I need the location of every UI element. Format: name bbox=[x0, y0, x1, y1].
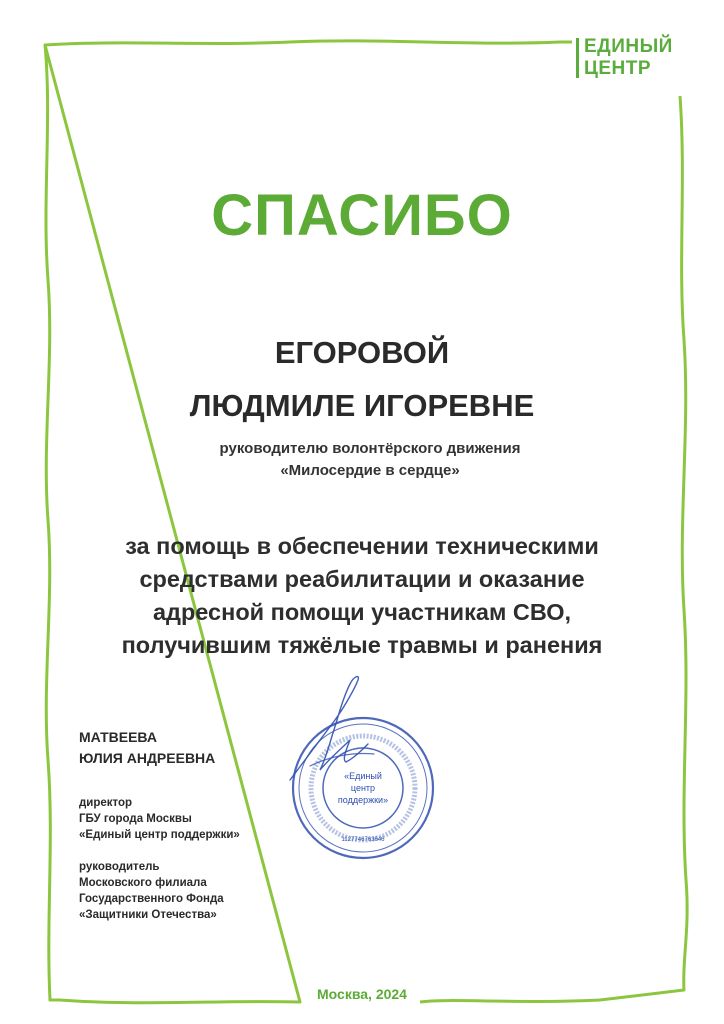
city-year: Москва, 2024 bbox=[317, 986, 407, 1002]
position-line: руководитель bbox=[79, 861, 160, 873]
logo-line1: ЕДИНЫЙ bbox=[584, 36, 673, 57]
signer-position-head bbox=[79, 859, 224, 923]
signer-given-name: ЮЛИЯ АНДРЕЕВНА bbox=[79, 750, 216, 766]
reason-line: получившим тяжёлые травмы и ранения bbox=[121, 632, 603, 658]
logo-bar bbox=[576, 38, 579, 78]
position-line: ГБУ города Москвы bbox=[79, 813, 192, 825]
logo bbox=[584, 36, 673, 80]
position-line: директор bbox=[79, 797, 133, 809]
position-line: «Единый центр поддержки» bbox=[79, 829, 240, 841]
signer-position-director bbox=[79, 795, 240, 843]
position-line: Государственного Фонда bbox=[79, 893, 224, 905]
gratitude-reason bbox=[0, 530, 724, 662]
position-line: Московского филиала bbox=[79, 877, 207, 889]
stamp-number: 1127746763646 bbox=[341, 837, 385, 843]
reason-line: адресной помощи участникам СВО, bbox=[152, 599, 572, 625]
signer-surname: МАТВЕЕВА bbox=[79, 729, 157, 745]
stamp-text-line: «Единый bbox=[344, 771, 382, 781]
signature bbox=[250, 670, 400, 790]
recipient-organization: «Милосердие в сердце» bbox=[280, 462, 460, 479]
certificate-title: СПАСИБО bbox=[211, 183, 513, 248]
position-line: «Защитники Отечества» bbox=[79, 909, 217, 921]
stamp-text-line: поддержки» bbox=[337, 795, 389, 805]
recipient-name: ЛЮДМИЛЕ ИГОРЕВНЕ bbox=[189, 388, 535, 423]
reason-line: за помощь в обеспечении техническими bbox=[125, 533, 599, 559]
signer-name bbox=[79, 727, 215, 769]
recipient-role: руководителю волонтёрского движения bbox=[219, 440, 521, 457]
reason-line: средствами реабилитации и оказание bbox=[139, 566, 585, 592]
logo-line2: ЦЕНТР bbox=[584, 58, 652, 79]
stamp-text-line: центр bbox=[350, 783, 376, 793]
recipient-surname: ЕГОРОВОЙ bbox=[274, 335, 450, 370]
